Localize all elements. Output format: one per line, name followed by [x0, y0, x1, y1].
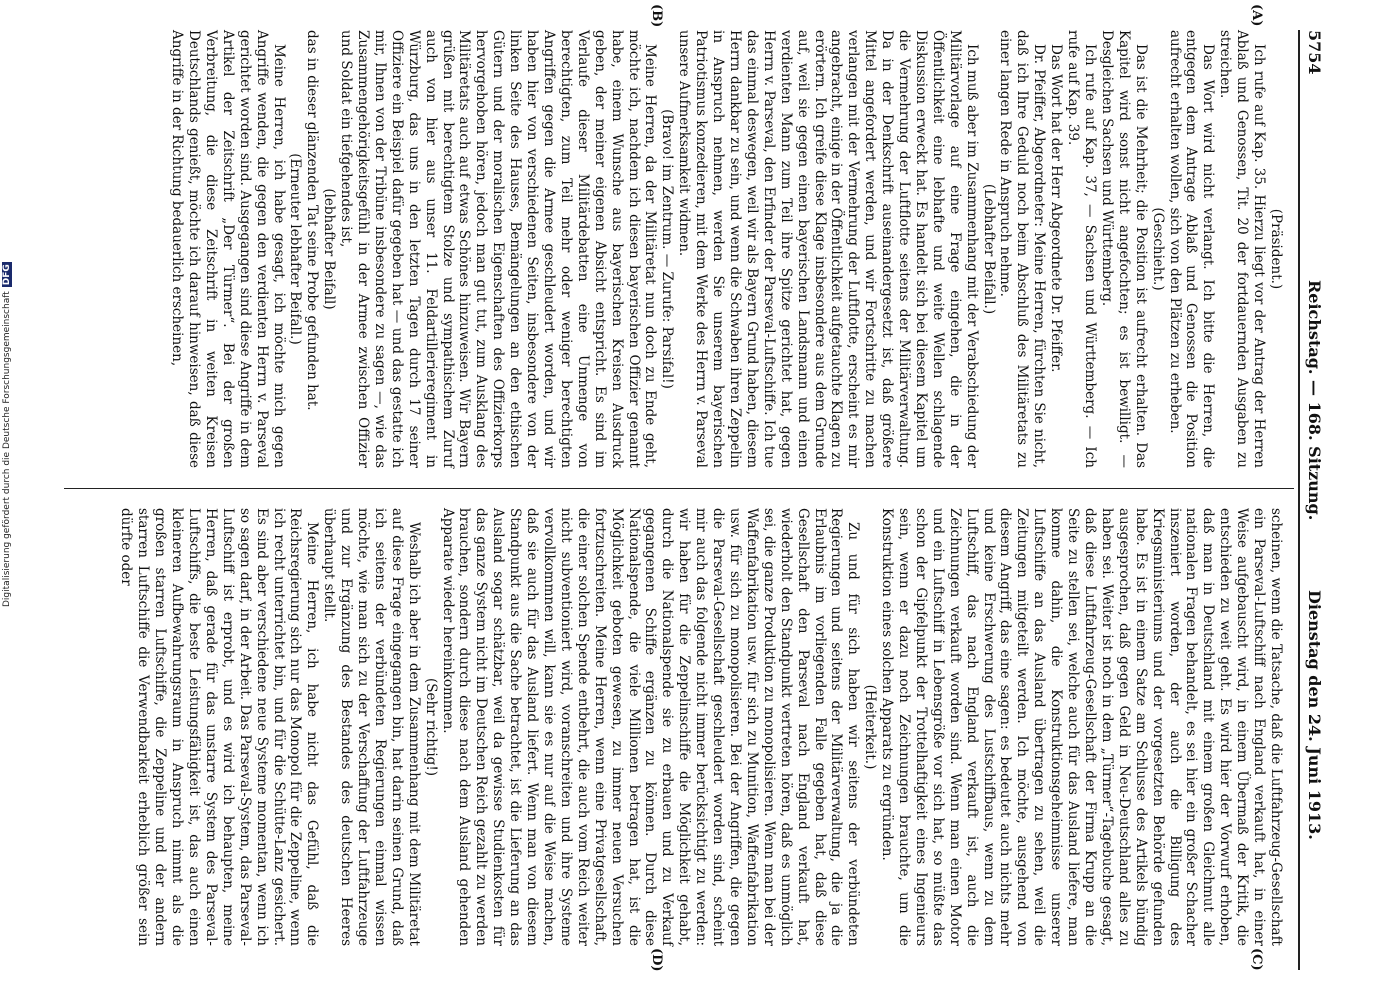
left-column-paragraph: (Erneuter lebhafter Beifall.) [287, 153, 304, 345]
margin-marker-d: (D) [649, 948, 664, 972]
left-text-column [168, 30, 1284, 468]
left-column-paragraph: Ich muß aber im Zusammenhang mit der Verabschiedung der Militärvorlage auf eine Frage eingehen, die in der Öffentlichkeit eine lebhafte und weite Wellen schlagende Diskussion erweckt hat. Es handelt sich bei diesem Kapitel um die Vermehrung der Luftflotte seitens der Militärverwaltung. Da in der Denkschrift auseinandergesetzt ist, daß größere Mittel angefordert werden, und wir Fortschritte zu machen verlangen mit der Vermehrung der Luftflotte, erscheint es mir angebracht, einige in der Öffentlichkeit aufgetauchte Klagen zu erörtern. Ich greife diese Klage insbesondere aus dem Grunde auf, weil sie gegen einen bayerischen Landsmann und einen verdienten Mann zum Teil ihre Spitze gerichtet hat, gegen Herrn v. Parseval, den Erfinder der Parseval-Luftschiffe. Ich tue das einmal deswegen, weil wir als Bayern Grund haben, diesem Herrn dankbar zu sein, und wenn die Schwaben ihren Zeppelin in Anspruch nehmen, werden Sie unserem bayerischen Patriotismus konzedieren, mit dem Werke des Herrn v. Parseval unsere Aufmerksamkeit widmen. [676, 30, 980, 468]
column-divider [64, 488, 1294, 489]
left-column-paragraph: das in dieser glänzenden Tat seine Probe gefunden hat. [304, 30, 321, 411]
dfg-logo: DFG [2, 264, 12, 286]
right-column-paragraph: (Sehr richtig!) [422, 677, 439, 777]
left-column-paragraph: Ich rufe auf Kap. 37, — Sachsen und Württemberg. — Ich rufe auf Kap. 39. [1065, 30, 1099, 468]
right-column-paragraph: Meine Herren, ich habe nicht das Gefühl, daß die Reichsregierung sich nur das Monopol für die Zeppeline, wenn ich recht unterrichtet bin, und für die Schütte-Lanz gesichert. Es sind aber verschiedene neue Systeme momentan, wenn ich so sagen darf, in der Arbeit. Das Parseval-System, das Parseval-Luftschiff ist erprobt, und es wird ich behaupten, meine Herren, daß gerade für das unstarre System des Parseval-Luftschiffs, die beste Leistungsfähigkeit ist, das auch einen kleineren Aufbewahrungsraum in Anspruch nimmt als die großen starren Luftschiffe, die Zeppeline und der andern starren Luftschiffe die Verwendbarkeit erheblich größer sein dürfte oder [118, 508, 321, 946]
right-column-paragraph: scheinen, wenn die Tatsache, daß die Luftfahrzeug-Gesellschaft ein Parseval-Luftschiff nach England verkauft hat, in einer Weise aufgebauscht wird, in einem Übermaß der Kritik, die entschieden zu weit geht. Es wird hier der Vorwurf erhoben, daß man in Deutschland mit einem großen Gleichmut alle nationalen Fragen behandelt, es sei hier ein großer Schacher inszeniert worden, der auch die Billigung des Kriegsministeriums und der vorgesetzten Behörde gefunden habe. Es ist in einem Satze am Schlusse des Artikels bündig ausgesprochen, daß gegen Geld in Neu-Deutschland alles zu haben sei. Weiter ist noch in dem „Türmer“-Tagebuche gesagt, daß diese Luftfahrzeug-Gesellschaft der Firma Krupp an die Seite zu stellen sei, welche auch für das Ausland liefere, man komme dahin, die Konstruktionsgeheimnisse unserer Luftschiffe an das Ausland übertragen zu sehen, weil die Zeitungen mitgeteilt werden. Ich möchte, ausgehend von diesem Angriff, das eine sagen: es bedeutet auch nichts mehr und keine Erschwerung des Lustschiffbaus, wenn zu dem Luftschiff, das nach England verkauft ist, auch die Zeichnungen verkauft worden sind. Wenn man einen Motor und ein Luftschiff in Lebensgröße vor sich hat, so müßte das schon der Gipfelpunkt der Trottelhaftigkeit eines Ingenieurs sein, wenn er dazu noch Zeichnungen brauchte, um die Konstruktion eines solchen Apparats zu ergründen. [879, 508, 1284, 946]
margin-marker-b: (B) [649, 4, 664, 28]
left-column-paragraph: Meine Herren, ich habe gesagt, ich möchte mich gegen Angriffe wenden, die gegen den verdienten Herrn v. Parseval gerichtet worden sind. Ausgegangen sind diese Angriffe in dem Artikel der Zeitschrift „Der Türmer“. Bei der großen Verbreitung, die diese Zeitschrift in weiten Kreisen Deutschlands genießt, möchte ich darauf hinweisen, daß diese Angriffe in der Richtung bedauerlich erscheinen, [169, 30, 287, 468]
header-title: Reichstag. — 168. Sitzung. [1305, 280, 1324, 521]
right-text-column [117, 508, 1284, 946]
header-rule [1298, 30, 1300, 970]
page-header [1304, 30, 1324, 970]
left-column-paragraph: (lebhafter Beifall) [321, 188, 338, 310]
left-column-paragraph: Das Wort hat der Herr Abgeordnete Dr. Pfeiffer. [1048, 44, 1065, 373]
footer-text: Digitalisierung gefördert durch die Deutsche Forschungsgemeinschaft [2, 291, 12, 607]
left-column-paragraph: (Geschieht.) [1149, 207, 1166, 291]
right-column-paragraph: Weshalb ich aber in dem Zusammenhang mit dem Militäretat auf diese Frage eingegangen bin, hat darin seinen Grund, daß ich seitens der verbündeten Regierungen einmal wissen möchte, wie man sich zu der Verschaffung der Luftfahrzeuge und zur Ergänzung des Bestandes des deutschen Heeres überhaupt stellt. [321, 508, 422, 946]
left-column-paragraph: Ich rufe auf Kap. 35. Hierzu liegt vor der Antrag der Herren Ablaß und Genossen, Tit. 20 der fortdauernden Ausgaben zu streichen. [1217, 30, 1268, 468]
rotated-document-page [0, 4, 1324, 972]
margin-marker-c: (C) [1249, 948, 1264, 971]
left-column-paragraph: (Lebhafter Beifall.) [980, 183, 997, 315]
margin-marker-a: (A) [1249, 4, 1264, 27]
right-column-paragraph: (Heiterkeit.) [862, 684, 879, 770]
left-column-paragraph: Das ist die Mehrheit; die Position ist aufrecht erhalten. Das Kapitel wird sonst nicht angefochten; es ist bewilligt. — Desgleichen Sachsen und Württemberg. [1098, 30, 1149, 468]
left-column-paragraph: Dr. Pfeiffer, Abgeordneter: Meine Herren, fürchten Sie nicht, daß ich Ihre Geduld noch beim Abschluß des Militäretats zu einer langen Rede in Anspruch nehme. [997, 30, 1048, 468]
right-column-paragraph: Zu und für sich haben wir seitens der verbündeten Regierungen und seitens der Militärverwaltung, die ja die Erlaubnis im vorliegenden Falle gegeben hat, daß diese Gesellschaft den Parseval nach England verkauft hat, wiederholt den Standpunkt vertreten hören, daß es unmöglich sei, die ganze Produktion zu monopolisieren. Wenn man bei der Waffenfabrikation usw. für sich zu Munition, Waffenfabrikation usw. für sich zu monopolisieren. Bei der Angriffen, die gegen die Parseval-Gesellschaft geschleudert worden sind, scheint mir auch das folgende nicht immer berücksichtigt zu werden: wir haben für die Zeppelinschiffe die Möglichkeit gehabt, durch die Nationalspende sie zu erbauen und zu Verkauf gegangenen Schiffe ergänzen zu können. Durch diese Nationalspende, die viele Millionen betragen hat, ist die Möglichkeit geboten gewesen, zu immer neuen Versuchen fortzuschreiten. Meine Herren, wenn eine Privatgesellschaft, die einer solchen Spende entbehrt, die auch vom Reich weiter nicht subventioniert wird, voranschreiten und ihre Systeme vervollkommnen will, kann sie es nur auf die Weise machen, daß sie auch für das Ausland liefert. Wenn man von diesem Standpunkt aus die Sache betrachtet, ist die Lieferung an das Ausland sogar schätzbar, weil da gewisse Studienkosten für das ganze System nicht im Deutschen Reich gezahlt zu werden brauchen, sondern durch diese nach dem Ausland gehenden Apparate wieder hereinkommen. [439, 508, 862, 946]
left-column-paragraph: (Präsident.) [1268, 208, 1284, 290]
left-column-paragraph: (Bravo! im Zentrum. — Zurufe: Parsifal!) [659, 109, 676, 389]
header-date: Dienstag den 24. Juni 1913. [1305, 590, 1324, 840]
digitization-footer [2, 222, 12, 607]
page-number: 5754 [1305, 30, 1324, 75]
left-column-paragraph: Meine Herren, da der Militäretat nun doch zu Ende geht, möchte ich, nachdem ich diesen bayerischen Offizier genannt habe, einem Wunsche aus bayerischen Kreisen Ausdruck geben, der meiner eigenen Absicht entspricht. Es sind im Verlaufe dieser Militärdebatten eine Unmenge von berechtigten, zum Teil mehr oder weniger berechtigten Angriffen gegen die Armee geschleudert worden, und wir haben hier von verschiedenen Seiten, insbesondere von der linken Seite des Hauses, Bemängelungen an den ethischen Gütern und der moralischen Eigenschaften des Offizierkorps hervorgehoben hören, jedoch man gut tut, zum Ausklang des Militäretats auch auf etwas Schönes hinzuweisen. Wir Bayern grüßen mit berechtigtem Stolze und sympathischem Zuruf auch von hier aus unser 11. Feldartillerieregiment in Würzburg, das uns in den letzten Tagen durch 17 seiner Offiziere ein Beispiel dafür gegeben hat — und das gestatte ich mir, Ihnen von der Tribüne insbesondere zu sagen —, wie das Zusammengehörigkeitsgefühl in der Armee zwischen Offizier und Soldat ein tiefgehendes ist, [338, 30, 659, 468]
left-column-paragraph: Das Wort wird nicht verlangt. Ich bitte die Herren, die entgegen dem Antrage Ablaß und Genossen die Position aufrecht erhalten wollen, sich von den Plätzen zu erheben. [1166, 30, 1217, 468]
